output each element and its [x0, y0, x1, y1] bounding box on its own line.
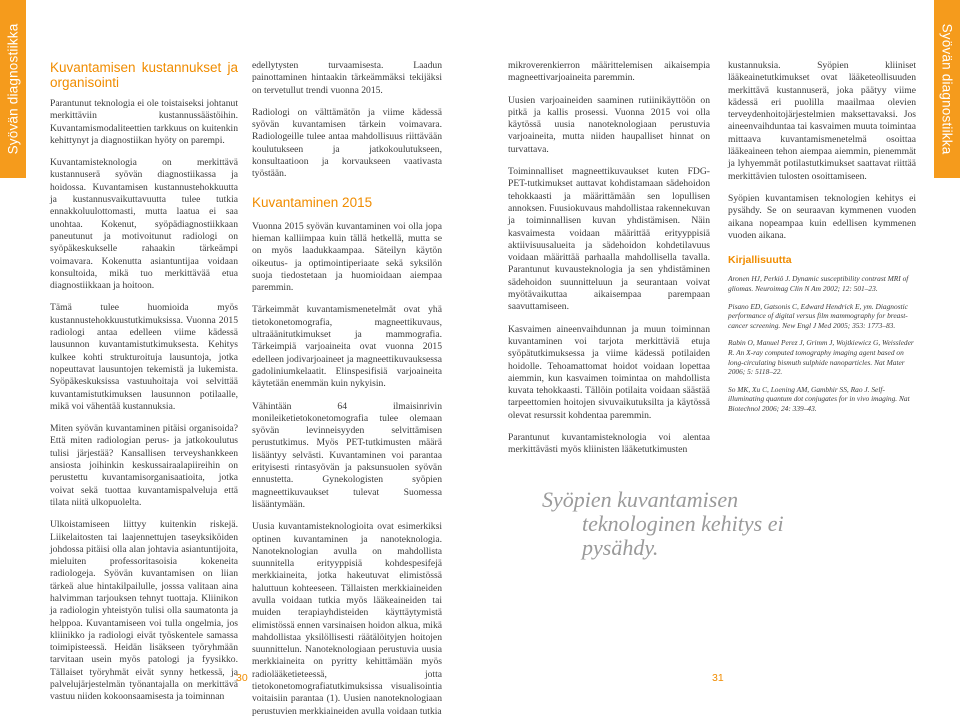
- paragraph: Tämä tulee huomioida myös kustannustehokkuustutkimuksissa. Vuonna 2015 radiologi antaa edelleen viime kädessä lausunnon kuvantamistutkimuksesta. Kehitys kulkee kohti strukturoituja lausuntoja, jotka nopeuttavat lausuntojen tekemistä ja lukemista. Syöpäkeskuksissa vastuuhoitaja voi selvittää kuvantamistutkimuksen lausunnon potilaalle, mikä voi vähentää kustannuksia.: [50, 302, 238, 412]
- paragraph: Vähintään 64 ilmaisinrivin monileiketietokonetomografia tulee olemaan syövän levinneisyyden selvittämisen perustutkimus. Myös PET-tutkimusten määrä lisääntyy selvästi. Kuvantaminen voi parantaa erityisesti rintasyövän ja paksunsuolen syövän ennustetta. Gynekologisten syöpien magneettikuvaukset tulevat Suomessa lisääntymään.: [252, 400, 442, 510]
- paragraph: Ulkoistamiseen liittyy kuitenkin riskejä. Liikelaitosten tai laajennettujen taseyksiköiden johdossa pitäisi olla alan johtavia asiantuntijoita, mieluiten professoritasoisia kokeneita radiologeja. Syövän kuvantamisen on liian tärkeä alue hintakilpailulle, josssa valitaan aina halvimman tarjouksen tehnyt tuottaja. Kliinikon ja radiologin yhteistyön tulisi olla saumatonta ja helppoa. Kuvantamiseen voi tulla ongelmia, jos kliinikko ja radiologi eivät työskentele samassa toimipisteessä. Heidän lisäkseen työryhmään tarvitaan usein myös patologi ja fyysikko. Tällaiset työryhmät eivät synny hetkessä, ja palvelujärjestelmän työnantajalla on merkittävä vastuu niiden kokoonsaamisesta ja toiminnan: [50, 519, 238, 703]
- paragraph: Radiologi on välttämätön ja viime kädessä syövän kuvantamisen tärkein voimavara. Radiologeille tulee antaa mahdollisuus riittävään koulutukseen ja jatkokoulutukseen, konsultaatioon ja korvaukseen vaativasta työstään.: [252, 106, 442, 180]
- paragraph: Parantunut kuvantamisteknologia voi alentaa merkittävästi myös kliinisten lääketutkimusten: [508, 432, 710, 456]
- paragraph: Uusien varjoaineiden saaminen rutiinikäyttöön on pitkä ja kallis prosessi. Vuonna 2015 voi olla käytössä uusia nanoteknologiaan perustuvia varjoaineita, mutta niiden haupalliset hinnat on turvattava.: [508, 94, 710, 155]
- side-tab-left: [0, 0, 26, 178]
- reference-item: Rabin O, Manuel Perez J, Grimm J, Wojtkiewicz G, Weissleder R. An X-ray computed tomography imaging agent based on long-circulating bismuth sulphide nanoparticles. Nat Mater 2006; 5: 5118–22.: [728, 338, 914, 377]
- paragraph: Miten syövän kuvantaminen pitäisi organisoida? Että miten radiologian perus- ja jatkokoulutus tulisi järjestää? Kansallisen terveyshankkeen ansiosta joihinkin keskussairaalapiireihin on perustettu kuvantamisorganisaatioita, jotka voivat sekä tuottaa kuvantamispalveluja että tilata niitä ulkopuolelta.: [50, 423, 238, 508]
- paragraph: Vuonna 2015 syövän kuvantaminen voi olla jopa hieman kalliimpaa kuin tällä hetkellä, mutta se on myös laadukkaampaa. Säteilyn käytön oikeutus- ja optimointiperiaate sekä syksilön suoja tiedostetaan ja huomioidaan aiempaa paremmin.: [252, 220, 442, 294]
- pull-quote: [542, 488, 842, 560]
- column-2: [252, 60, 442, 728]
- paragraph: Parantunut teknologia ei ole toistaiseksi johtanut merkittäviin kustannussäästöihin. Kuvantamismodaliteettien tarkkuus on kuitenkin kehittynyt ja diagnostiikan hyöty on parempi.: [50, 98, 238, 146]
- reference-item: Pisano ED, Gatsonis C, Edward Hendrick E, ym. Diagnostic performance of digital versus film mammography for breast-cancer screening. New Engl J Med 2005; 353: 1773–83.: [728, 301, 908, 330]
- paragraph: Tärkeimmät kuvantamismenetelmät ovat yhä tietokonetomografia, magneettikuvaus, ultraäänitutkimukset ja mammografia. Tärkeimpiä varjoaineita ovat vuonna 2015 edelleen jodivarjoaineet ja magneettikuvauksessa gadoliniumkelaatit. Elinspesifisiä varjoaineita käytetään enemmän kuin nykyisin.: [252, 304, 442, 390]
- column-4: [728, 60, 916, 422]
- references-list: [728, 274, 916, 413]
- page-number-right: 31: [712, 672, 724, 684]
- paragraph: Kuvantamisteknologia on merkittävä kustannuserä syövän diagnostiikassa ja hoidossa. Kuvantamisen kustannustehokkuutta ja kustannusvaikuttavuutta tulee tutkia ennakkoluulottomasti, mutta laatua ei saa unohtaa. Kokenut, syöpädiagnostiikkaan paneutunut ja motivoitunut radiologi on syöpäkeskukselle rahaakin tärkeämpi voimavara. Kokenutta asiantuntijaa voidaan konsultoida, mikä tuo merkittävää etua diagnostiikkaan ja hoitoon.: [50, 157, 238, 292]
- side-tab-left-label: Syövän diagnostiikka: [5, 23, 21, 155]
- side-tab-right: [934, 0, 960, 178]
- pull-quote-line-1: Syöpien kuvantamisen: [542, 487, 739, 512]
- paragraph: kustannuksia. Syöpien kliiniset lääkeainetutkimukset ovat lääketeollisuuden merkittävä kustannuserä, joka päätyy viime kädessä eri puolilla maailmaa olevien terveydenhoitojärjestelmien maksettavaksi. Jos aineenvaihduntaa tai kasvaimen muuta toimintaa mittaava kuvantamismenetelmä osoittaa lääkeaineen tehon aiempaa aiemmin, pienemmät ja lyhyemmät potilastutkimukset saattavat riittää merkittävien tulosten osoittamiseen.: [728, 60, 916, 182]
- paragraph: Syöpien kuvantamisen teknologien kehitys ei pysähdy. Se on seuraavan kymmenen vuoden aikana nopeampaa kuin edellisen kymmenen vuoden aikana.: [728, 192, 916, 241]
- pull-quote-line-2: teknologinen kehitys ei pysähdy.: [582, 511, 784, 560]
- side-tab-right-label: Syövän diagnostiikka: [939, 23, 955, 155]
- references-heading: Kirjallisuutta: [728, 254, 792, 267]
- column-3: [508, 60, 710, 467]
- reference-item: So MK, Xu C, Loening AM, Gambhir SS, Rao J. Self-illuminating quantum dot conjugates for in vivo imaging. Nat Biotechnol 2006; 24: 339–43.: [728, 384, 910, 413]
- section-heading-costs: Kuvantamisen kustannukset ja organisointi: [50, 60, 238, 90]
- page-number-left: 30: [236, 672, 248, 684]
- paragraph: Uusia kuvantamisteknologioita ovat esimerkiksi optinen kuvantaminen ja nanoteknologia. Nanoteknologian avulla on mahdollista suunnitella erityyppisiä kohdespesifejä merkkiaineita, jotka hakeutuvat elimistössä haluttuun kohteeseen. Tällaisten merkkiaineiden avulla voidaan tutkia myös lääkeaineiden tai muiden terapiayhdisteiden käyttäytymistä elimistössä ennen varsinaisen hoidon alkua, mikä mahdollistaa yksilöllisesti räätälöityjen hoitojen suunnittelun. Nanoteknologiaan perustuvia uusia merkkiaineita on pyritty kehittämään myös radiolääketieteessä, jotta tietokonetomografiatutkimuksissa visualisointia voitaisiin parantaa (1). Uusien nanoteknologiaan perustuvien merkkiaineiden avulla voidaan tutkia: [252, 521, 442, 717]
- section-heading-2015: Kuvantaminen 2015: [252, 194, 373, 210]
- reference-item: Aronen HJ, Perkiö J. Dynamic susceptibility contrast MRI of gliomas. Neuroimag Clin N Am 2002; 12: 501–23.: [728, 274, 909, 294]
- paragraph: Kasvaimen aineenvaihdunnan ja muun toiminnan kuvantaminen voi tarjota merkittäviä etuja syöpätutkimuksessa ja viime kädessä potilaiden hoidolle. Tehoamattomat hoidot voidaan lopettaa aiemmin, kun kasvaimen toimintaa on mahdollista kuvata tehokkaasti. Tällöin potilaita voidaan säästää tarpeettomien hoitojen sivuvaikutuksilta ja käytössä olevat resurssit kohdentaa paremmin.: [508, 323, 710, 421]
- paragraph: Toiminnalliset magneettikuvaukset kuten FDG-PET-tutkimukset auttavat kohdistamaan sädehoidon tehokkaasti ja määrittämään sen lopullisen annoksen. Fuusiokuvaus mahdollistaa rakennekuvan ja toiminnallisen kuvan yhdistämisen. Näin kasvaimesta voidaan määrittää erityyppisiä aktiivisuusalueita ja sädehoidon kohdetilavuus voidaan määrittää parhaalla mahdollisella tavalla. Parantunut kuvausteknologia ja sen yhdistäminen sädehoidon suunnitteluun ja seurantaan voivat myötävaikuttaa aikaisempaa parempaan saavuttamiseen.: [508, 166, 710, 313]
- paragraph: mikroverenkierron määrittelemisen aikaisempia magneettivarjoaineita paremmin.: [508, 60, 710, 84]
- paragraph: edellytysten turvaamisesta. Laadun painottaminen hintaakin tärkeämmäksi tekijäksi on tervetullut trendi vuonna 2015.: [252, 60, 442, 96]
- column-1: [50, 60, 238, 714]
